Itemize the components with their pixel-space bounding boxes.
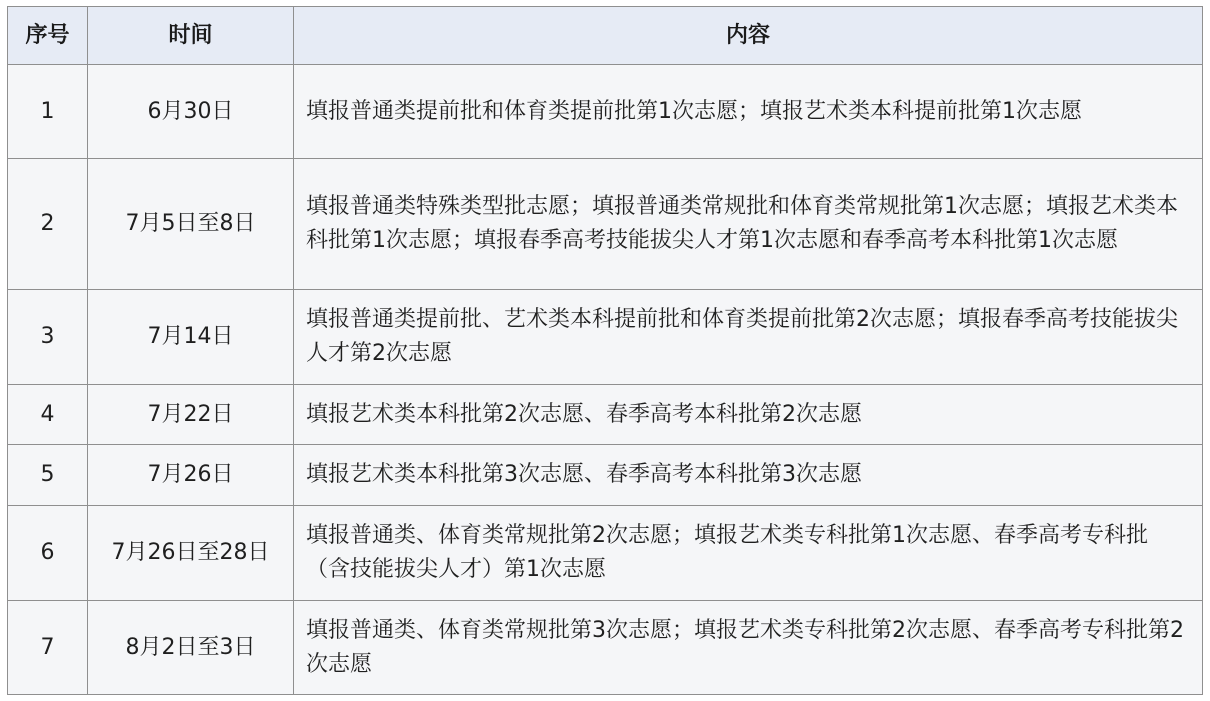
row-content: 填报艺术类本科批第3次志愿、春季高考本科批第3次志愿 — [294, 445, 1203, 506]
header-index: 序号 — [8, 7, 88, 65]
row-index: 1 — [8, 65, 88, 159]
row-time: 7月5日至8日 — [88, 159, 294, 290]
row-content: 填报普通类特殊类型批志愿；填报普通类常规批和体育类常规批第1次志愿；填报艺术类本科批第1次志愿；填报春季高考技能拔尖人才第1次志愿和春季高考本科批第1次志愿 — [294, 159, 1203, 290]
table-row — [8, 506, 1203, 601]
table-row — [8, 385, 1203, 445]
row-time: 8月2日至3日 — [88, 601, 294, 695]
row-content: 填报普通类提前批、艺术类本科提前批和体育类提前批第2次志愿；填报春季高考技能拔尖人才第2次志愿 — [294, 290, 1203, 385]
table-row — [8, 290, 1203, 385]
table-header-row — [8, 7, 1203, 65]
row-content: 填报普通类提前批和体育类提前批第1次志愿；填报艺术类本科提前批第1次志愿 — [294, 65, 1203, 159]
row-index: 2 — [8, 159, 88, 290]
row-content: 填报普通类、体育类常规批第2次志愿；填报艺术类专科批第1次志愿、春季高考专科批（含技能拔尖人才）第1次志愿 — [294, 506, 1203, 601]
row-index: 7 — [8, 601, 88, 695]
row-index: 4 — [8, 385, 88, 445]
row-time: 6月30日 — [88, 65, 294, 159]
row-time: 7月26日 — [88, 445, 294, 506]
row-content: 填报艺术类本科批第2次志愿、春季高考本科批第2次志愿 — [294, 385, 1203, 445]
row-time: 7月14日 — [88, 290, 294, 385]
table-row — [8, 601, 1203, 695]
row-index: 5 — [8, 445, 88, 506]
row-index: 6 — [8, 506, 88, 601]
row-time: 7月26日至28日 — [88, 506, 294, 601]
schedule-table-container — [7, 6, 1202, 695]
row-index: 3 — [8, 290, 88, 385]
row-time: 7月22日 — [88, 385, 294, 445]
table-row — [8, 65, 1203, 159]
header-time: 时间 — [88, 7, 294, 65]
table-row — [8, 445, 1203, 506]
row-content: 填报普通类、体育类常规批第3次志愿；填报艺术类专科批第2次志愿、春季高考专科批第2次志愿 — [294, 601, 1203, 695]
table-row — [8, 159, 1203, 290]
header-content: 内容 — [294, 7, 1203, 65]
schedule-table — [7, 6, 1203, 695]
